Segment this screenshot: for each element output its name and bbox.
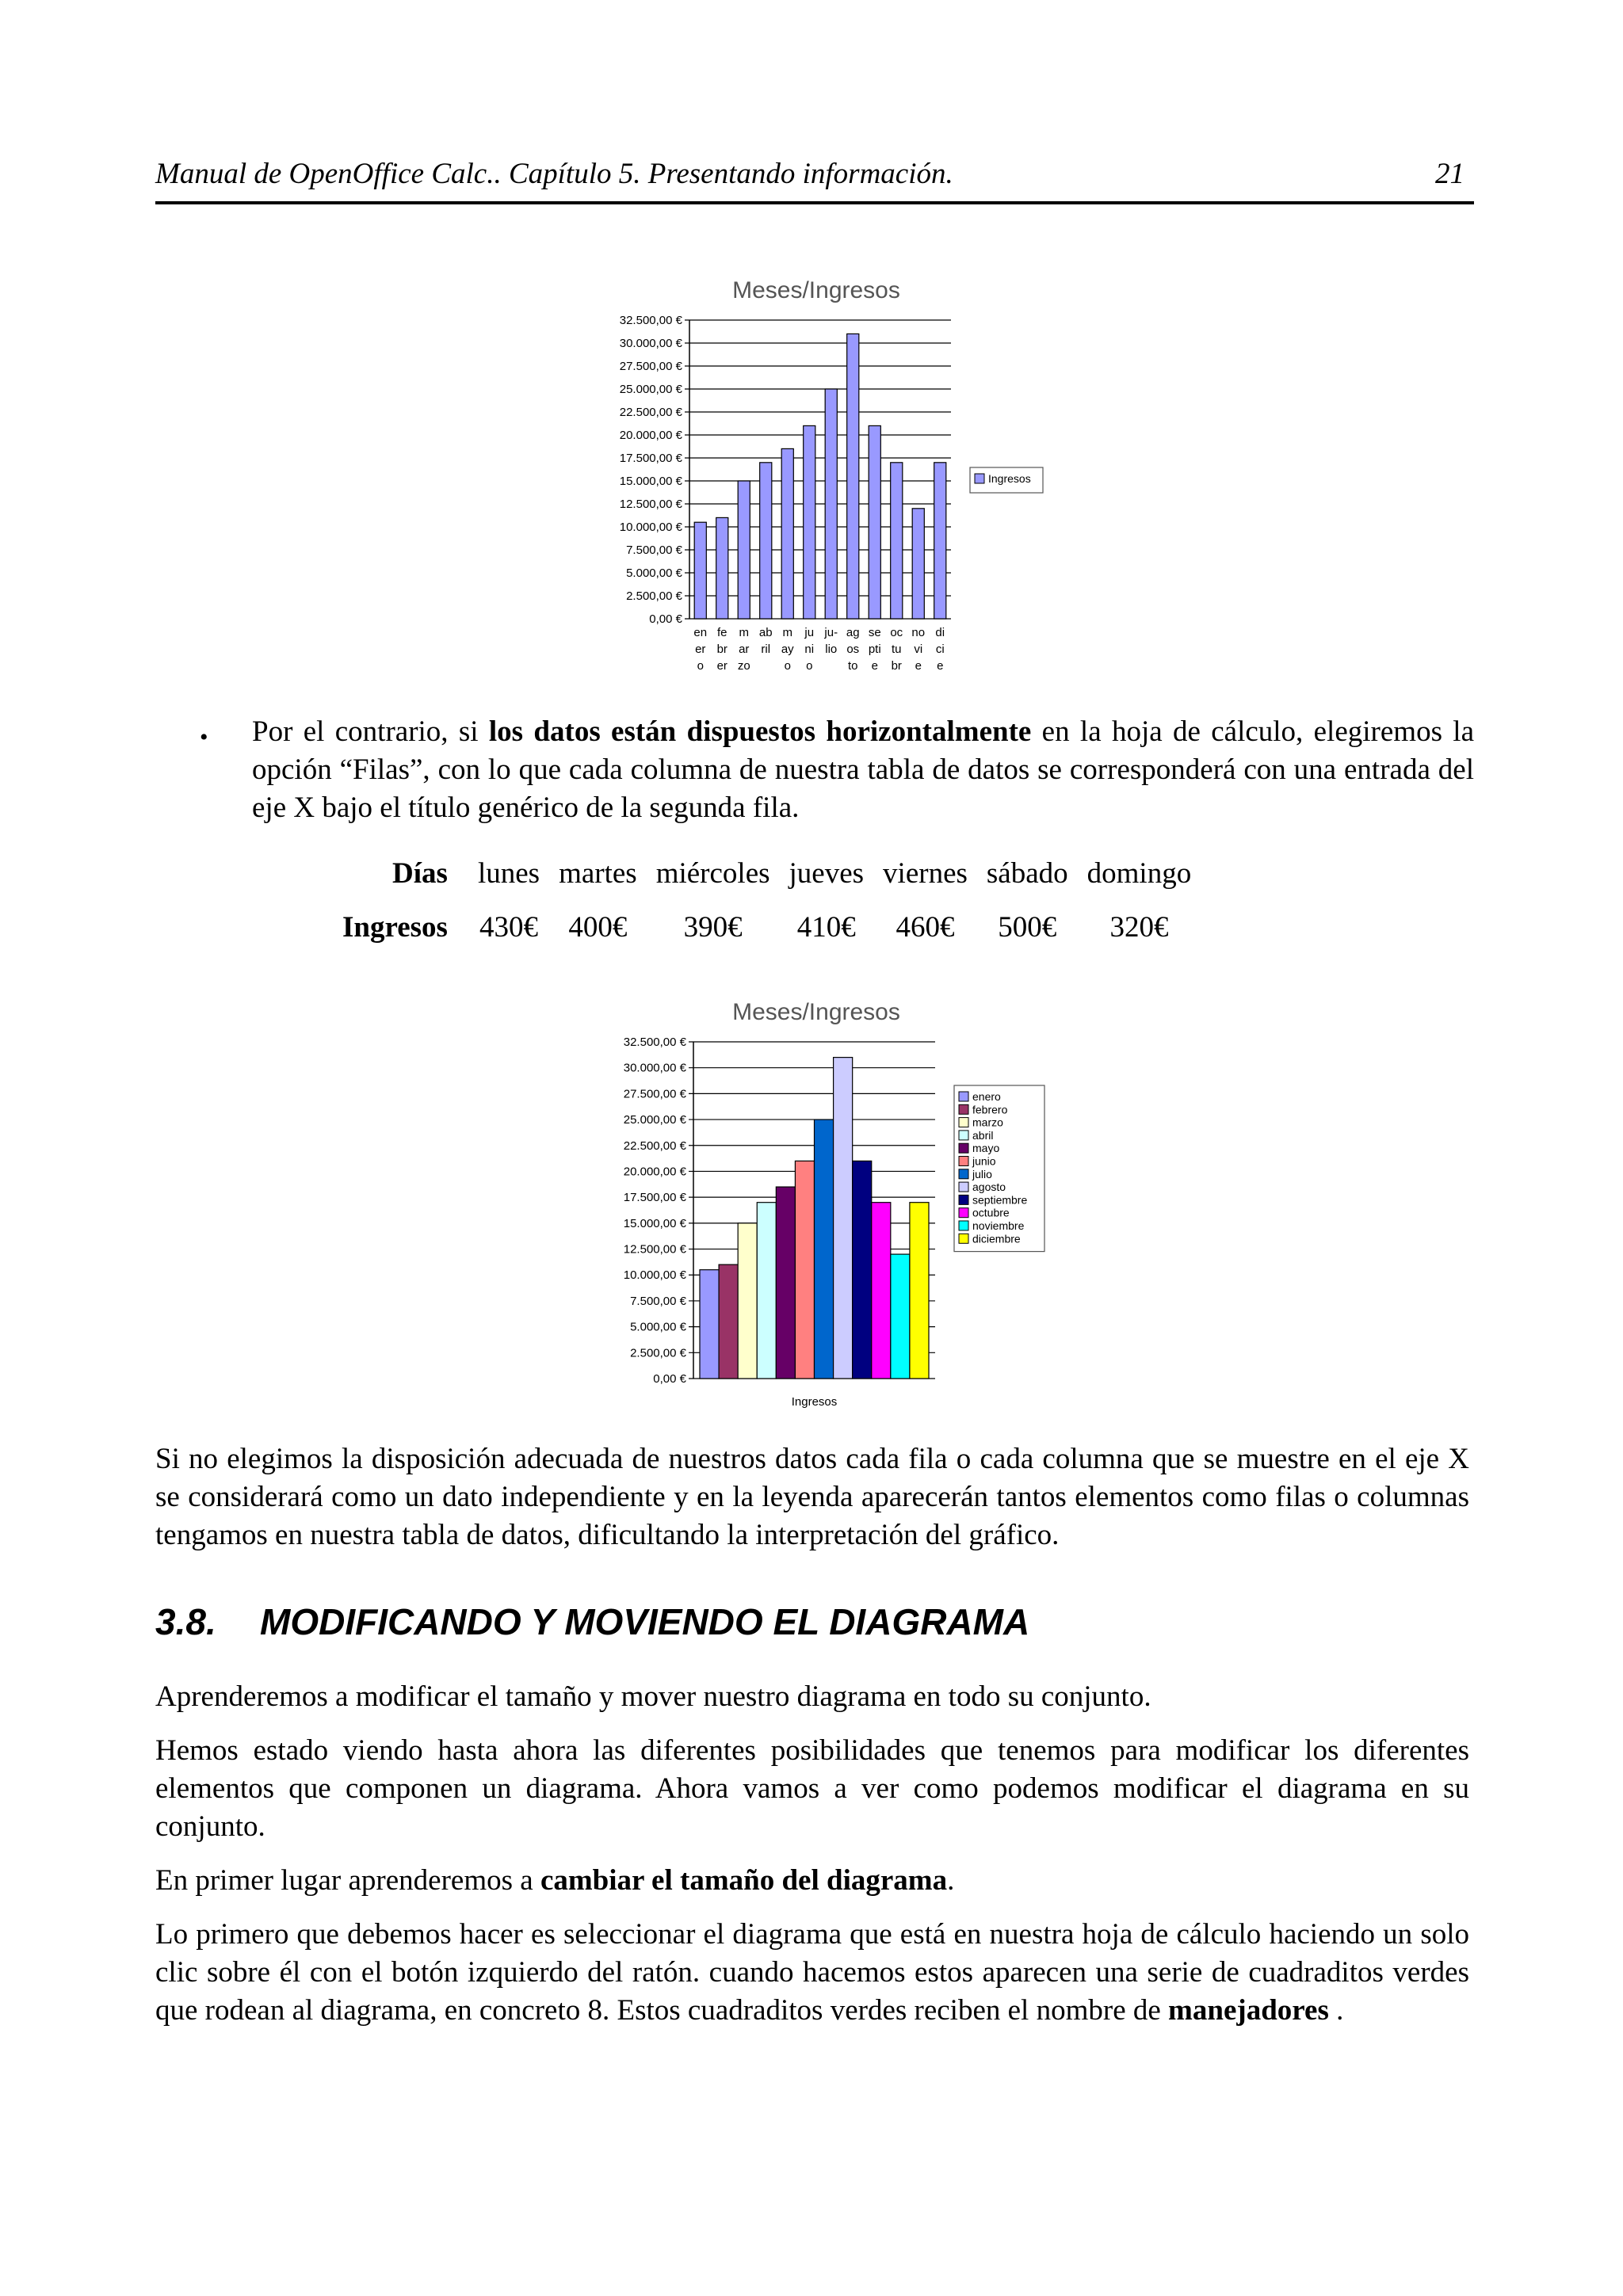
legend-swatch — [959, 1092, 968, 1101]
bar — [700, 1270, 719, 1379]
bar — [776, 1187, 795, 1379]
y-tick-label: 10.000,00 € — [623, 1268, 686, 1283]
days-income-table — [333, 846, 1201, 954]
bullet-symbol: • — [200, 724, 208, 750]
legend-swatch — [959, 1104, 968, 1114]
x-tick-label: to — [847, 659, 858, 673]
page-header — [155, 155, 1474, 204]
x-tick-label: ag — [846, 626, 860, 639]
x-tick-label: br — [891, 659, 902, 673]
bar — [738, 1223, 757, 1379]
table-row — [333, 900, 1201, 954]
table-row — [333, 846, 1201, 900]
y-tick-label: 27.500,00 € — [623, 1087, 686, 1101]
table-cell: viernes — [883, 856, 968, 890]
legend-label: noviembre — [972, 1219, 1025, 1232]
x-tick-label: di — [935, 626, 945, 639]
y-tick-label: 12.500,00 € — [619, 498, 682, 511]
paragraph-4-post: . — [947, 1864, 955, 1897]
y-tick-label: 22.500,00 € — [619, 406, 682, 419]
x-tick-label: ju- — [824, 626, 838, 639]
y-tick-label: 0,00 € — [653, 1372, 686, 1386]
table-cell: 410€ — [796, 910, 856, 944]
section-heading — [155, 1600, 1029, 1643]
legend-label: Ingresos — [988, 472, 1031, 485]
table-cell: jueves — [789, 856, 865, 890]
legend-swatch — [959, 1157, 968, 1166]
legend-label: julio — [972, 1167, 992, 1180]
bullet-text — [252, 713, 1474, 827]
x-tick-label: pti — [868, 643, 881, 656]
x-tick-label: oc — [890, 626, 903, 639]
table-cell: 500€ — [998, 910, 1057, 944]
y-tick-label: 17.500,00 € — [619, 452, 682, 465]
bar — [781, 448, 793, 619]
row-header-days: Días — [392, 856, 448, 890]
paragraph-resize — [155, 1862, 1469, 1900]
x-tick-label: o — [806, 659, 813, 673]
x-tick-label: os — [846, 643, 860, 656]
x-tick-label: se — [868, 626, 881, 639]
paragraph-select — [155, 1916, 1469, 2030]
chart-1-svg — [579, 261, 1054, 697]
legend-swatch — [959, 1169, 968, 1179]
y-tick-label: 15.000,00 € — [623, 1216, 686, 1230]
x-tick-label: zo — [737, 659, 750, 673]
x-tick-label: lio — [825, 643, 838, 656]
table-cell: 430€ — [479, 910, 538, 944]
y-tick-label: 30.000,00 € — [619, 337, 682, 350]
legend-swatch — [959, 1131, 968, 1140]
paragraph-possibilities — [155, 1732, 1469, 1846]
row-header-income: Ingresos — [342, 910, 448, 944]
y-tick-label: 0,00 € — [649, 612, 682, 626]
y-tick-label: 17.500,00 € — [623, 1191, 686, 1205]
table-cell: 460€ — [896, 910, 955, 944]
bullet-text-pre: Por el contrario, si — [252, 715, 489, 748]
paragraph-4-bold: cambiar el tamaño del diagrama — [540, 1864, 948, 1897]
x-tick-label: e — [937, 659, 944, 673]
x-tick-label: ab — [758, 626, 773, 639]
x-tick-label: no — [911, 626, 926, 639]
x-category-label: Ingresos — [791, 1395, 838, 1409]
legend-label: diciembre — [972, 1232, 1021, 1245]
legend-label: octubre — [972, 1206, 1010, 1219]
table-cell: 400€ — [568, 910, 628, 944]
legend-swatch — [959, 1221, 968, 1230]
legend-label: abril — [972, 1128, 994, 1142]
paragraph-4-text — [155, 1862, 1469, 1900]
x-tick-label: ay — [781, 643, 794, 656]
x-tick-label: o — [784, 659, 791, 673]
table-cell: miércoles — [655, 856, 770, 890]
bar — [815, 1119, 834, 1379]
bar — [891, 1254, 910, 1379]
chart-2-svg — [579, 986, 1054, 1418]
y-tick-label: 15.000,00 € — [619, 475, 682, 488]
paragraph-intro — [155, 1678, 1469, 1716]
legend-swatch — [975, 474, 984, 483]
legend-swatch — [959, 1182, 968, 1192]
x-tick-label: fe — [716, 626, 727, 639]
bar — [934, 463, 946, 619]
legend-swatch — [959, 1143, 968, 1153]
x-tick-label: ril — [761, 643, 771, 656]
legend-label: marzo — [972, 1116, 1003, 1129]
legend-label: mayo — [972, 1142, 1000, 1155]
bar — [847, 334, 859, 619]
paragraph-5-bold: manejadores — [1168, 1994, 1329, 2027]
bullet-text-post: en la hoja de cálculo, elegiremos la opción “Filas”, con lo que cada columna de nuestra tabla de datos se corresponderá con una entrada del eje X bajo el título genérico de la segunda fila. — [252, 715, 1474, 824]
y-tick-label: 7.500,00 € — [626, 543, 682, 557]
legend-swatch — [959, 1208, 968, 1218]
bar — [716, 517, 728, 619]
y-tick-label: 5.000,00 € — [626, 566, 682, 580]
x-tick-label: e — [871, 659, 878, 673]
section-title: MODIFICANDO Y MOVIENDO EL DIAGRAMA — [260, 1601, 1030, 1642]
paragraph-3-text: Hemos estado viendo hasta ahora las diferentes posibilidades que tenemos para modificar los diferentes elementos que componen un diagrama. Ahora vamos a ver como podemos modificar el diagrama en su conjunto. — [155, 1734, 1469, 1843]
bar — [853, 1161, 872, 1379]
paragraph-5-post: . — [1328, 1994, 1344, 2027]
bar — [912, 509, 924, 619]
x-tick-label: m — [739, 626, 749, 639]
y-tick-label: 32.500,00 € — [619, 314, 682, 327]
x-tick-label: ar — [739, 643, 750, 656]
x-tick-label: en — [693, 626, 708, 639]
paragraph-layout-warning — [155, 1440, 1469, 1554]
x-tick-label: e — [915, 659, 922, 673]
y-tick-label: 27.500,00 € — [619, 360, 682, 373]
bar — [760, 463, 772, 619]
table-cell: martes — [559, 856, 637, 890]
y-tick-label: 5.000,00 € — [630, 1320, 686, 1334]
table-cell: lunes — [477, 856, 540, 890]
y-tick-label: 2.500,00 € — [630, 1346, 686, 1360]
paragraph-1-text: Si no elegimos la disposición adecuada de nuestros datos cada fila o cada columna que se muestre en el eje X se considerará como un dato independiente y en la leyenda aparecerán tantos elementos como filas o columnas tengamos en nuestra tabla de datos, dificultando la interpretación del gráfico. — [155, 1443, 1469, 1551]
chart-title: Meses/Ingresos — [732, 277, 900, 303]
bar — [872, 1203, 891, 1379]
bar — [891, 463, 903, 619]
y-tick-label: 25.000,00 € — [623, 1113, 686, 1127]
chart-months-income-by-month — [579, 261, 1054, 697]
chart-months-income-by-series — [579, 986, 1054, 1418]
x-tick-label: m — [782, 626, 792, 639]
x-tick-label: br — [716, 643, 727, 656]
bar — [795, 1161, 814, 1379]
page-number: 21 — [1435, 158, 1465, 190]
x-tick-label: er — [716, 659, 727, 673]
table-cell: sábado — [986, 856, 1068, 890]
y-tick-label: 2.500,00 € — [626, 589, 682, 603]
paragraph-4-pre: En primer lugar aprenderemos a — [155, 1864, 540, 1897]
legend-label: junio — [972, 1154, 996, 1168]
bar — [738, 481, 750, 619]
y-tick-label: 20.000,00 € — [619, 429, 682, 442]
x-tick-label: o — [697, 659, 704, 673]
y-tick-label: 10.000,00 € — [619, 521, 682, 534]
header-title: Manual de OpenOffice Calc.. Capítulo 5. Presentando información. — [155, 158, 953, 190]
legend-label: septiembre — [972, 1193, 1028, 1207]
bar — [694, 522, 706, 619]
y-tick-label: 25.000,00 € — [619, 383, 682, 396]
table-cell: 390€ — [683, 910, 743, 944]
y-tick-label: 12.500,00 € — [623, 1242, 686, 1257]
legend-swatch — [959, 1118, 968, 1127]
table-cell: domingo — [1086, 856, 1192, 890]
y-tick-label: 30.000,00 € — [623, 1061, 686, 1075]
legend-label: febrero — [972, 1103, 1008, 1116]
bar — [719, 1264, 738, 1379]
x-tick-label: ni — [804, 643, 815, 656]
x-tick-label: tu — [891, 643, 902, 656]
paragraph-2-text: Aprenderemos a modificar el tamaño y mover nuestro diagrama en todo su conjunto. — [155, 1680, 1151, 1713]
y-tick-label: 22.500,00 € — [623, 1138, 686, 1153]
bar — [804, 425, 815, 619]
legend-swatch — [959, 1234, 968, 1243]
section-number: 3.8. — [155, 1601, 216, 1642]
y-tick-label: 32.500,00 € — [623, 1035, 686, 1049]
table-cell: 320€ — [1109, 910, 1169, 944]
x-tick-label: vi — [914, 643, 923, 656]
y-tick-label: 7.500,00 € — [630, 1294, 686, 1308]
paragraph-5-pre: Lo primero que debemos hacer es seleccionar el diagrama que está en nuestra hoja de cálculo haciendo un solo clic sobre él con el botón izquierdo del ratón. cuando hacemos estos aparecen una serie de cuadraditos verdes que rodean al diagrama, en concreto 8. Estos cuadraditos verdes reciben el nombre de — [155, 1918, 1469, 2027]
legend-swatch — [959, 1195, 968, 1204]
bar — [834, 1058, 853, 1379]
paragraph-5-text — [155, 1916, 1469, 2030]
legend-label: agosto — [972, 1180, 1006, 1194]
bullet-item — [200, 713, 1474, 827]
x-tick-label: ju — [804, 626, 815, 639]
y-tick-label: 20.000,00 € — [623, 1165, 686, 1179]
bar — [825, 389, 837, 619]
bar — [910, 1203, 929, 1379]
bar — [757, 1203, 776, 1379]
x-tick-label: ci — [935, 643, 945, 656]
bullet-text-bold: los datos están dispuestos horizontalmente — [488, 715, 1032, 748]
legend-label: enero — [972, 1090, 1001, 1103]
x-tick-label: er — [695, 643, 706, 656]
bar — [869, 425, 880, 619]
chart-title: Meses/Ingresos — [732, 999, 900, 1025]
